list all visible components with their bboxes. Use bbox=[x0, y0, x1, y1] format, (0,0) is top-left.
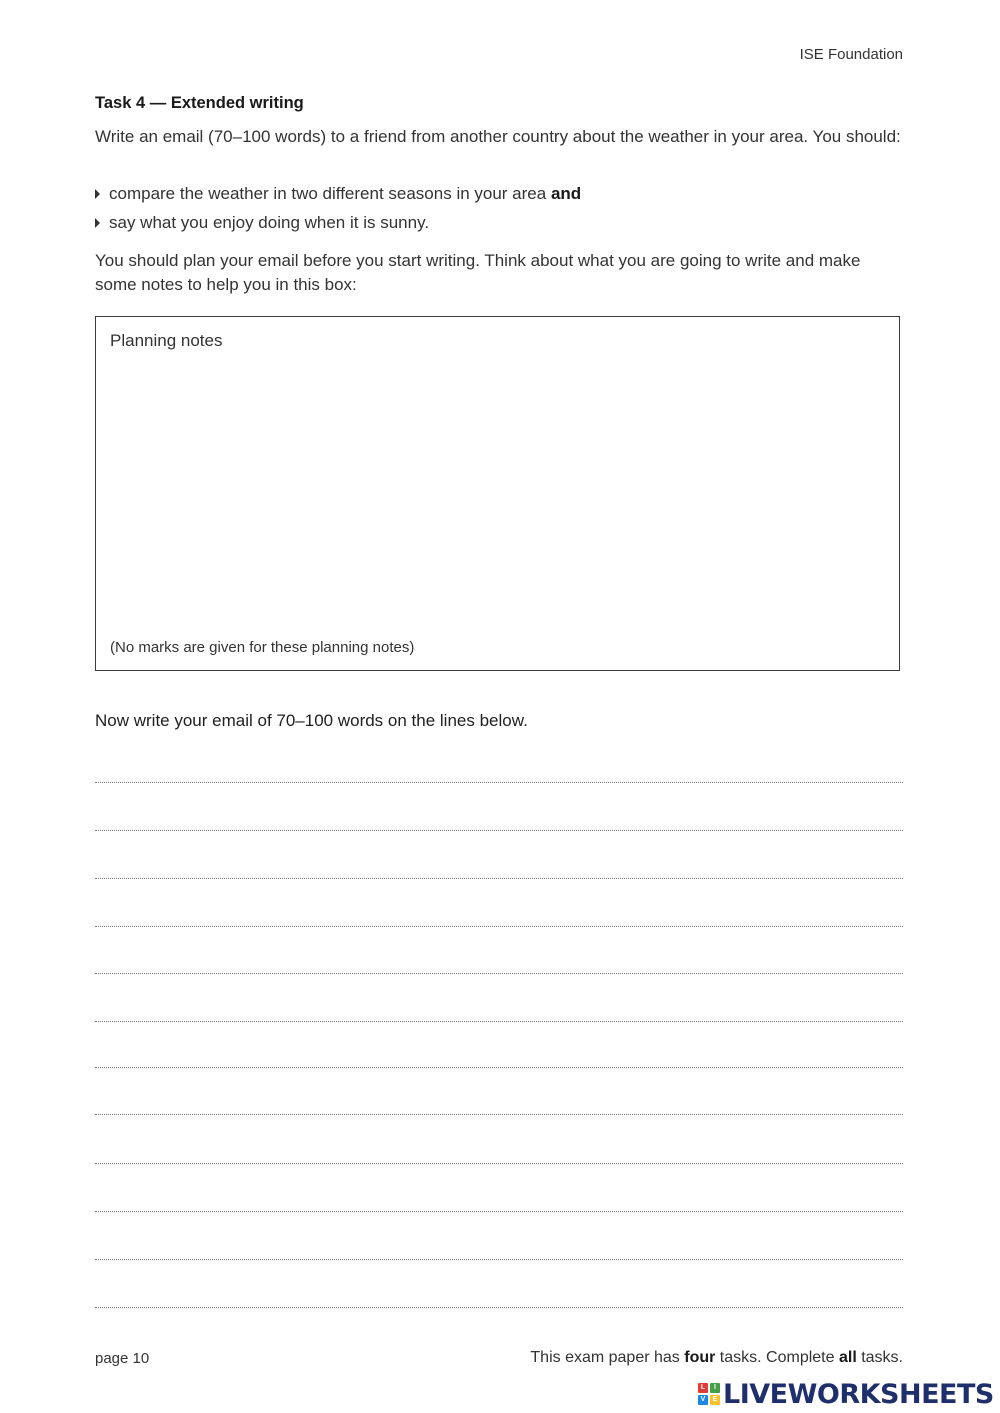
task-prompt: Write an email (70–100 words) to a friend from another country about the weather in your area. You should: bbox=[95, 127, 901, 146]
task-bullet-item bbox=[95, 211, 905, 240]
writing-line[interactable] bbox=[95, 1021, 903, 1022]
planning-notes-title: Planning notes bbox=[110, 331, 223, 350]
footer-note-middle: tasks. Complete bbox=[715, 1349, 839, 1366]
liveworksheets-blocks-icon bbox=[698, 1383, 720, 1405]
writing-line[interactable] bbox=[95, 973, 903, 974]
logo-block: E bbox=[710, 1395, 720, 1405]
footer-note bbox=[530, 1349, 903, 1367]
footer-note-prefix: This exam paper has bbox=[530, 1349, 685, 1366]
liveworksheets-wordmark: LIVEWORKSHEETS bbox=[723, 1378, 994, 1410]
logo-block: L bbox=[698, 1383, 708, 1393]
task-bullet-emphasis: and bbox=[550, 184, 582, 203]
plan-instruction: You should plan your email before you start writing. Think about what you are going to write and make some notes to help you in this box: bbox=[95, 251, 861, 294]
writing-line[interactable] bbox=[95, 1259, 903, 1260]
task-bullet-text: compare the weather in two different seasons in your area bbox=[109, 184, 547, 203]
task-title: Task 4 — Extended writing bbox=[95, 94, 304, 112]
task-bullet-item bbox=[95, 182, 905, 211]
writing-line[interactable] bbox=[95, 1114, 903, 1115]
task-bullet-text: say what you enjoy doing when it is sunny. bbox=[109, 213, 430, 232]
bullet-arrow-icon bbox=[95, 189, 100, 199]
writing-line[interactable] bbox=[95, 782, 903, 783]
writing-line[interactable] bbox=[95, 1307, 903, 1308]
header-series-label: ISE Foundation bbox=[799, 46, 903, 63]
logo-block: V bbox=[698, 1395, 708, 1405]
logo-block: I bbox=[710, 1383, 720, 1393]
writing-instruction: Now write your email of 70–100 words on the lines below. bbox=[95, 711, 528, 730]
footer-note-suffix: tasks. bbox=[856, 1349, 903, 1366]
writing-line[interactable] bbox=[95, 830, 903, 831]
planning-notes-disclaimer: (No marks are given for these planning notes) bbox=[110, 639, 415, 656]
planning-notes-box[interactable] bbox=[95, 316, 900, 671]
liveworksheets-logo bbox=[698, 1380, 994, 1408]
footer-note-bold-four: four bbox=[684, 1349, 716, 1366]
page-number: page 10 bbox=[95, 1350, 150, 1367]
writing-line[interactable] bbox=[95, 1067, 903, 1068]
bullet-arrow-icon bbox=[95, 218, 100, 228]
footer-note-bold-all: all bbox=[838, 1349, 857, 1366]
writing-line[interactable] bbox=[95, 1211, 903, 1212]
writing-line[interactable] bbox=[95, 878, 903, 879]
writing-line[interactable] bbox=[95, 926, 903, 927]
task-bullet-list bbox=[95, 182, 905, 240]
writing-line[interactable] bbox=[95, 1163, 903, 1164]
